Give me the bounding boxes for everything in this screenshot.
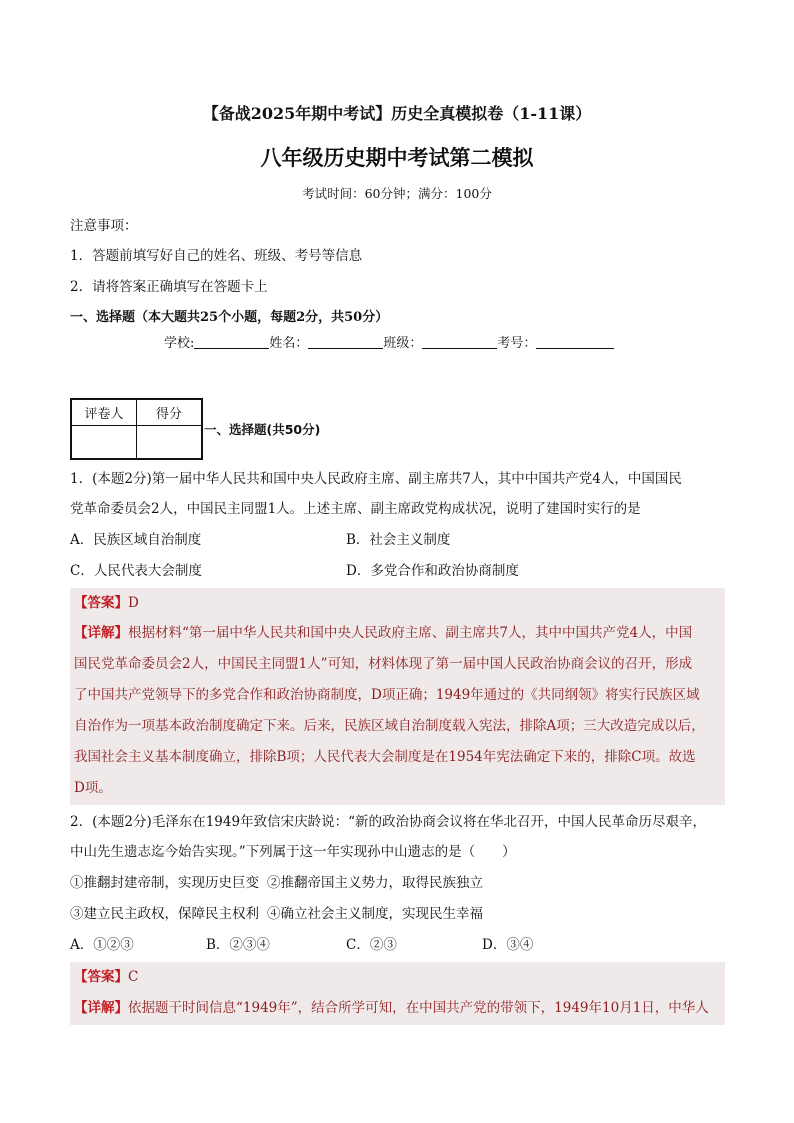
q2-stem-line-2: 中山先生遗志迄今始告实现。”下列属于这一年实现孙中山遗志的是（ ） xyxy=(70,844,516,860)
name-blank[interactable] xyxy=(308,334,383,349)
section-heading: 一、选择题（本大题共25个小题，每题2分，共50分） xyxy=(70,310,389,325)
q1-option-c: C．人民代表大会制度 xyxy=(70,563,202,579)
q1-detail-tag: 【详解】 xyxy=(74,625,128,641)
exam-info: 考试时间：60分钟；满分：100分 xyxy=(302,186,492,201)
exam-series-title: 【备战2025年期中考试】历史全真模拟卷（1-11课） xyxy=(202,104,592,123)
number-blank[interactable] xyxy=(536,334,614,349)
q2-answer xyxy=(74,967,138,987)
student-info-fields xyxy=(164,334,614,354)
q1-detail-line-5: 我国社会主义基本制度确立，排除B项；人民代表大会制度是在1954年宪法确定下来的，排除C项。故选 xyxy=(74,749,696,765)
q1-stem-line-2: 党革命委员会2人，中国民主同盟1人。上述主席、副主席政党构成状况，说明了建国时实行的是 xyxy=(70,501,641,517)
q2-answer-value: C xyxy=(128,969,139,985)
exam-title: 八年级历史期中考试第二模拟 xyxy=(260,146,534,170)
name-label: 姓名： xyxy=(269,336,309,351)
q2-option-c: C．②③ xyxy=(346,937,397,953)
q1-detail-line-6: D项。 xyxy=(74,780,112,796)
q1-detail-line-3: 了中国共产党领导下的多党合作和政治协商制度，D项正确；1949年通过的《共同纲领》将实行民族区域 xyxy=(74,687,700,703)
q2-detail-text-1: 依据题干时间信息“1949年”，结合所学可知，在中国共产党的带领下，1949年10月1日，中华人 xyxy=(128,1000,709,1016)
number-label: 考号： xyxy=(497,336,537,351)
q1-option-b: B．社会主义制度 xyxy=(346,532,451,548)
score-header: 得分 xyxy=(137,399,203,425)
q2-answer-tag: 【答案】 xyxy=(74,969,128,985)
q2-detail-tag: 【详解】 xyxy=(74,1000,128,1016)
score-cell[interactable] xyxy=(137,425,203,459)
q1-option-d: D．多党合作和政治协商制度 xyxy=(346,563,519,579)
notes-heading: 注意事项： xyxy=(70,218,138,234)
q1-stem-line-1: 1．(本题2分)第一届中华人民共和国中央人民政府主席、副主席共7人，其中中国共产党4人，中国国民 xyxy=(70,471,682,487)
q1-detail-line-2: 国民党革命委员会2人，中国民主同盟1人”可知，材料体现了第一届中国人民政治协商会议的召开，形成 xyxy=(74,656,693,672)
q1-option-a: A．民族区域自治制度 xyxy=(70,532,202,548)
school-label: 学校: xyxy=(164,336,195,351)
q2-statements-row-2 xyxy=(70,904,483,924)
note-item-1: 1．答题前填写好自己的姓名、班级、考号等信息 xyxy=(70,248,363,264)
section-label: 一、选择题(共50分) xyxy=(204,422,321,437)
score-table xyxy=(70,398,203,460)
q2-detail-line-1 xyxy=(74,998,709,1018)
q1-detail-line-1 xyxy=(74,623,692,643)
q2-option-d: D．③④ xyxy=(482,937,534,953)
q2-option-a: A．①②③ xyxy=(70,937,134,953)
q2-statement-3: ③建立民主政权，保障民主权利 xyxy=(70,906,259,922)
school-blank[interactable] xyxy=(194,334,269,349)
q2-statements-row-1 xyxy=(70,873,483,893)
grader-cell[interactable] xyxy=(71,425,137,459)
q2-statement-4: ④确立社会主义制度，实现民生幸福 xyxy=(267,906,483,922)
note-item-2: 2．请将答案正确填写在答题卡上 xyxy=(70,279,268,295)
q1-answer-value: D xyxy=(128,595,139,611)
q1-answer xyxy=(74,593,139,613)
grader-header: 评卷人 xyxy=(71,399,137,425)
q1-detail-line-4: 自治作为一项基本政治制度确定下来。后来，民族区域自治制度载入宪法，排除A项；三大改造完成以后， xyxy=(74,718,705,734)
q2-statement-1: ①推翻封建帝制，实现历史巨变 xyxy=(70,875,259,891)
q2-statement-2: ②推翻帝国主义势力，取得民族独立 xyxy=(267,875,483,891)
class-label: 班级： xyxy=(383,336,423,351)
q2-option-b: B．②③④ xyxy=(206,937,270,953)
q1-answer-tag: 【答案】 xyxy=(74,595,128,611)
q2-stem-line-1: 2．(本题2分)毛泽东在1949年致信宋庆龄说：“新的政治协商会议将在华北召开，中国人民革命历尽艰辛， xyxy=(70,814,706,830)
class-blank[interactable] xyxy=(422,334,497,349)
q1-detail-text-1: 根据材料“第一届中华人民共和国中央人民政府主席、副主席共7人，其中中国共产党4人，中国 xyxy=(128,625,693,641)
